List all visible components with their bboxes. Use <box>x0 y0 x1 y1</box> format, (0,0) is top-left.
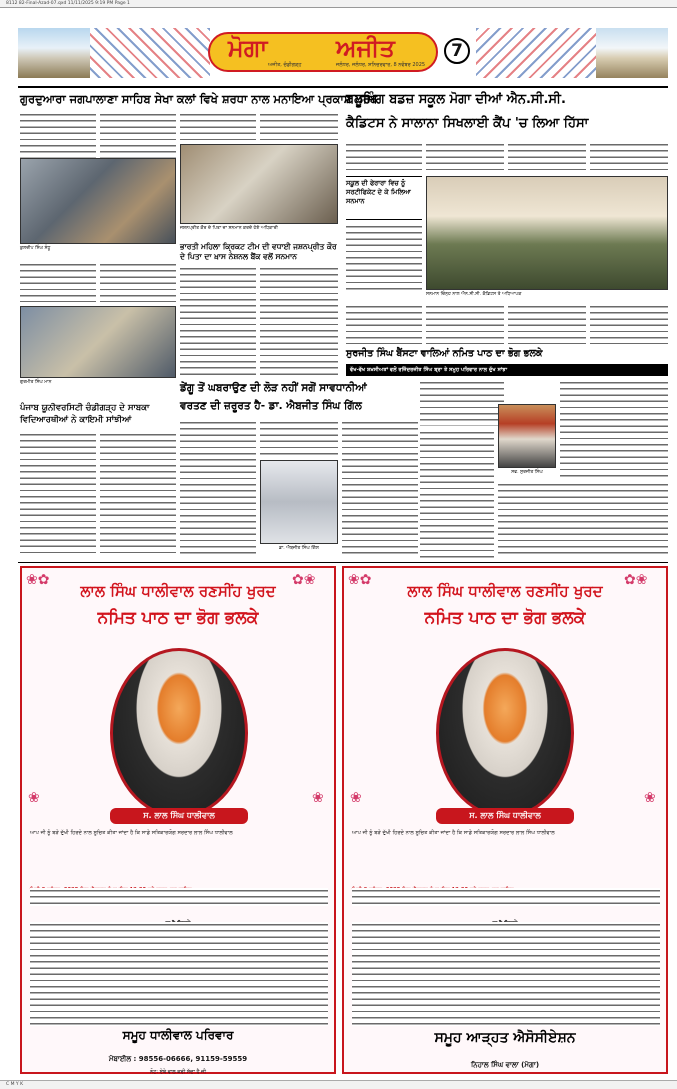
ad2-bhog-line <box>352 876 660 886</box>
story1-photo-group <box>20 306 176 378</box>
masthead-pattern-left <box>90 28 210 78</box>
print-bottom-text: C M Y K <box>6 1082 24 1087</box>
ad2-notice <box>352 830 660 874</box>
story1-body-col2 <box>100 112 176 160</box>
ad1-footer-l1: ਸਮੂਹ ਧਾਲੀਵਾਲ ਪਰਿਵਾਰ <box>122 1028 234 1042</box>
print-bottom-bar <box>0 1080 677 1089</box>
story6-body-col1 <box>180 420 256 558</box>
ad2-flower-tr: ✿❀ <box>624 572 648 588</box>
ad1-title-l1: ਲਾਲ ਸਿੰਘ ਧਾਲੀਵਾਲ ਰਣਸੀਂਹ ਖੁਰਦ <box>80 582 276 600</box>
page-number: 7 <box>451 41 463 61</box>
story3-caption-text: ਜਸ਼ਨਪ੍ਰੀਤ ਕੌਰ ਦੇ ਪਿਤਾ ਦਾ ਸਨਮਾਨ ਕਰਦੇ ਹੋਏ ਅਧਿਕਾਰੀ <box>180 226 278 231</box>
masthead-date: ਜਲੰਧਰ, ਜਲੰਧਰ, ਸ਼ਨਿਚਰਵਾਰ, 8 ਨਵੰਬਰ 2025 <box>336 62 426 68</box>
story1-photo-main <box>20 158 176 244</box>
ad1-flower-br: ❀ <box>312 790 324 806</box>
ad1-flower-bl: ❀ <box>28 790 40 806</box>
story3-body-col2 <box>260 266 338 378</box>
masthead-rule <box>18 86 668 88</box>
ad2-flower-tl: ❀✿ <box>348 572 372 588</box>
story3-headline-text: ਭਾਰਤੀ ਮਹਿਲਾ ਕ੍ਰਿਕਟ ਟੀਮ ਦੀ ਵਧਾਈ ਜਸ਼ਨਪ੍ਰੀਤ ਕੌਰ ਦੇ ਪਿਤਾ ਦਾ ਖ਼ਾਸ ਨੇਸ਼ਨਲ ਬੈਂਕ ਵਲੋਂ ਸਨਮਾਨ <box>180 242 337 261</box>
story5-strap-text: ਵੱਖ-ਵੱਖ ਸ਼ਖ਼ਸੀਅਤਾਂ ਵਲੋਂ ਰਜਿੰਦਰਜੀਤ ਸਿੰਘ ਬ੍ਰਾ ਤੇ ਸਮੂਹ ਪਰਿਵਾਰ ਨਾਲ ਦੁੱਖ ਸਾਂਝਾ <box>350 367 508 373</box>
story6-body-col3 <box>342 420 418 558</box>
story3-body-top-col2 <box>260 112 338 142</box>
ad1-name-plate: ਸ. ਲਾਲ ਸਿੰਘ ਧਾਲੀਵਾਲ <box>110 808 248 824</box>
ad1-flower-tl: ❀✿ <box>26 572 50 588</box>
ad2-title-l2: ਨਮਿਤ ਪਾਠ ਦਾ ਭੋਗ ਭਲਕੇ <box>424 608 586 628</box>
ad2-footer-l2 <box>344 1052 666 1071</box>
story2-headline-text: ਪੰਜਾਬ ਯੂਨੀਵਰਸਿਟੀ ਚੰਡੀਗੜ੍ਹ ਦੇ ਸਾਬਕਾ ਵਿਦਿਆਰਥੀਆਂ ਨੇ ਕਾਇਮੀ ਸਾਂਝੀਆਂ <box>20 403 150 425</box>
masthead-subline: ਅਜੀਤ, ਚੰਡੀਗੜ੍ਹ <box>268 62 302 68</box>
story1-caption1 <box>20 246 176 260</box>
story4-body-col5 <box>346 304 422 344</box>
story6-caption-text: ਡਾ. ਐਬਜੀਤ ਸਿੰਘ ਗਿੱਲ <box>278 546 319 551</box>
story5-portrait-caption <box>498 470 556 478</box>
print-meta-bar <box>0 0 677 8</box>
ad1-notice <box>30 830 328 874</box>
story4-body-col8 <box>590 304 668 344</box>
story3-body-col1 <box>180 266 256 378</box>
story3-photo <box>180 144 338 224</box>
ad2-flower-br: ❀ <box>644 790 656 806</box>
ad2-notice-text: ਆਪ ਜੀ ਨੂੰ ਬੜੇ ਦੁੱਖੀ ਹਿਰਦੇ ਨਾਲ ਸੂਚਿਤ ਕੀਤਾ ਜਾਂਦਾ ਹੈ ਕਿ ਸਾਡੇ ਸਤਿਕਾਰਯੋਗ ਸਰਦਾਰ ਲਾਲ ਸਿੰਘ ਧਾਲੀਵਾਲ <box>352 830 555 836</box>
story3-caption <box>180 226 338 238</box>
story4-headline-l2: ਕੈਡਿਟਸ ਨੇ ਸਾਲਾਨਾ ਸਿਖਲਾਈ ਕੈਂਪ 'ਚ ਲਿਆ ਹਿੱਸਾ <box>346 116 589 131</box>
story5-body-col4 <box>498 482 668 558</box>
story4-subhead-text: ਸਕੂਲ ਦੀ ਫੇਰਾਰਾ ਵਿਚ ਨੂੰ ਸਰਟੀਫਿਕੇਟ ਦੇ ਕੇ ਮਿਲਿਆ ਸਨਮਾਨ <box>346 179 411 205</box>
ad1-notice-text: ਆਪ ਜੀ ਨੂੰ ਬੜੇ ਦੁੱਖੀ ਹਿਰਦੇ ਨਾਲ ਸੂਚਿਤ ਕੀਤਾ ਜਾਂਦਾ ਹੈ ਕਿ ਸਾਡੇ ਸਤਿਕਾਰਯੋਗ ਸਰਦਾਰ ਲਾਲ ਸਿੰਘ ਧਾਲੀਵਾਲ <box>30 830 233 836</box>
story5-body-col2 <box>420 430 494 558</box>
story6-caption <box>260 546 338 556</box>
ad2-footer-l2-text: ਨਿਹਾਲ ਸਿੰਘ ਵਾਲਾ (ਮੋਗਾ) <box>470 1061 540 1069</box>
ad1-notice-body <box>30 888 328 906</box>
story4-body-col6 <box>426 304 504 344</box>
story4-body-col2 <box>426 142 504 172</box>
story5-portrait <box>498 404 556 468</box>
masthead-right-photo <box>596 28 668 78</box>
story4-body-col3 <box>508 142 586 172</box>
ad2-title-l1: ਲਾਲ ਸਿੰਘ ਧਾਲੀਵਾਲ ਰਣਸੀਂਹ ਖੁਰਦ <box>407 582 603 600</box>
story1-body-col3 <box>20 262 96 302</box>
story5-body-col1 <box>420 380 504 426</box>
story6-headline-l1: ਡੇਂਗੂ ਤੋਂ ਘਬਰਾਉਣ ਦੀ ਲੋੜ ਨਹੀਂ ਸਗੋਂ ਸਾਵਧਾਨੀਆਂ <box>180 382 367 394</box>
ad2-portrait <box>436 648 574 818</box>
ad1-title-l2: ਨਮਿਤ ਪਾਠ ਦਾ ਭੋਗ ਭਲਕੇ <box>97 608 259 628</box>
story1-caption2-text: ਗੁਰਮੀਤ ਸਿੰਘ ਮਾਨ <box>20 380 52 385</box>
story6-doctor-photo <box>260 460 338 544</box>
story1-caption2 <box>20 380 176 398</box>
ad2-mourners-list <box>352 922 660 1026</box>
masthead <box>18 22 668 86</box>
obituary-ad-1 <box>20 566 336 1074</box>
story6-body-col2 <box>260 420 338 456</box>
story3-body-top-col <box>180 112 256 142</box>
story5-strap <box>346 364 668 376</box>
masthead-title-ajit: ਅਜੀਤ <box>336 34 395 62</box>
story3-headline <box>180 242 338 264</box>
ad1-footer-l3 <box>22 1058 334 1077</box>
story4-caption <box>426 292 668 302</box>
ad2-name-plate: ਸ. ਲਾਲ ਸਿੰਘ ਧਾਲੀਵਾਲ <box>436 808 574 824</box>
story4-subhead <box>346 176 422 220</box>
story2-body-col1 <box>20 432 96 558</box>
masthead-pattern-right <box>476 28 596 78</box>
ad1-flower-tr: ✿❀ <box>292 572 316 588</box>
story1-caption1-text: ਕੁਲਦੀਪ ਸਿੰਘ ਸੰਧੂ <box>20 246 51 251</box>
story5-headline: ਸੁਰਜੀਤ ਸਿੰਘ ਬੈਂਸਟਾ ਵਾਲਿਆਂ ਨਮਿਤ ਪਾਠ ਦਾ ਭੋਗ ਭਲਕੇ <box>346 348 543 359</box>
story2-headline <box>20 402 176 428</box>
ad1-bhog-line <box>30 876 328 886</box>
ad2-footer-l1: ਸਮੂਹ ਆੜ੍ਹਤ ਐਸੋਸੀਏਸ਼ਨ <box>434 1030 576 1046</box>
story1-body-col1 <box>20 112 96 160</box>
page-number-badge <box>444 38 470 64</box>
story1-headline: ਗੁਰਦੁਆਰਾ ਜਗਪਾਲਾਣਾ ਸਾਹਿਬ ਸੇਖਾ ਕਲਾਂ ਵਿਖੇ ਸ਼ਰਧਾ ਨਾਲ ਮਨਾਇਆ ਪ੍ਰਕਾਸ਼ ਪੁਰਬ <box>20 92 378 106</box>
story4-body-col4 <box>590 142 668 172</box>
ad1-mourners-list <box>30 922 328 1026</box>
print-meta-text: 8112 82-Final-Azad-07.qxd 11/11/2025 9:19 PM Page 1 <box>6 1 130 6</box>
story1-body-col4 <box>100 262 176 302</box>
story4-caption-text: ਸਨਮਾਨ ਚਿੰਨ੍ਹ ਨਾਲ ਐਨ.ਸੀ.ਸੀ. ਕੈਡਿਟਸ ਤੇ ਅਧਿਆਪਕ <box>426 292 522 297</box>
masthead-left-photo <box>18 28 90 78</box>
story4-photo-cadets <box>426 176 668 290</box>
ads-top-rule <box>18 562 668 563</box>
story4-headline-l1: ਬਲੂਮਿੰਗ ਬਡਜ਼ ਸਕੂਲ ਮੋਗਾ ਦੀਆਂ ਐਨ.ਸੀ.ਸੀ. <box>346 92 566 107</box>
obituary-ad-2 <box>342 566 668 1074</box>
story4-body-col7 <box>508 304 586 344</box>
story4-body-col1b <box>346 224 422 290</box>
story5-portrait-caption-text: ਸਵ. ਸੁਰਜੀਤ ਸਿੰਘ <box>511 470 543 475</box>
masthead-title-moga: ਮੋਗਾ <box>228 34 268 62</box>
story4-body-col1 <box>346 142 422 172</box>
ad1-footer-l3-text: ਨੋਟ: ਏਥੇ ਵਾਲ ਕਰੀ ਸੱਦਾ ਹੈ ਜੀ <box>150 1069 206 1075</box>
story2-body-col2 <box>100 432 176 558</box>
ad1-footer-l2-text: ਮੋਬਾਈਲ : 98556-06666, 91159-59559 <box>108 1055 248 1063</box>
story6-headline-l2: ਵਰਤਣ ਦੀ ਜ਼ਰੂਰਤ ਹੈ- ਡਾ. ਐਬਜੀਤ ਸਿੰਘ ਗਿੱਲ <box>180 400 362 412</box>
ad2-notice-body <box>352 888 660 906</box>
ad2-flower-bl: ❀ <box>350 790 362 806</box>
story5-body-col3 <box>560 380 668 480</box>
ad1-portrait <box>110 648 248 818</box>
